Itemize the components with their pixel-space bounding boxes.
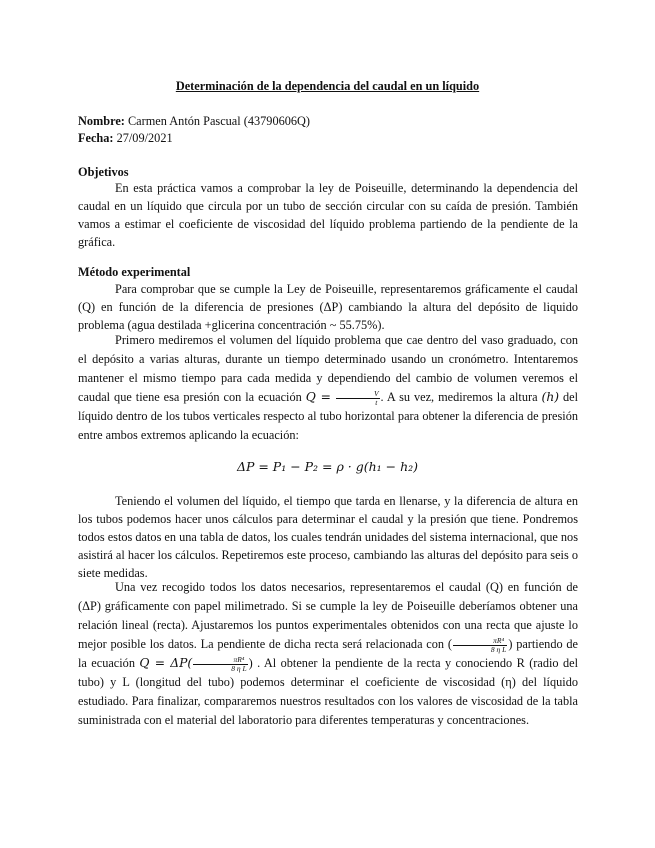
volume-time-fraction	[336, 390, 380, 407]
fraction-numerator: V	[336, 390, 380, 399]
poiseuille-fraction	[453, 637, 507, 654]
poiseuille-fraction-2	[193, 656, 247, 673]
paragraph-4-text-b: partiendo de la ecuación	[78, 637, 578, 670]
fraction-denominator: t	[375, 397, 378, 407]
objetivos-heading: Objetivos	[78, 165, 129, 179]
poiseuille-equation-lhs: Q = ΔP(	[139, 656, 193, 670]
date-line	[78, 129, 578, 147]
paragraph-2-text-a: Primero mediremos el volumen del líquido problema que cae dentro del vaso graduado, con el depósito a varias alturas, durante un tiempo determinado usando un cronómetro. Intentaremos mantener el mismo tiempo para cada medida y dependiendo del cambio de volumen veremos el caudal que tiene esa presión con la ecuación	[78, 333, 578, 404]
date-value: 27/09/2021	[116, 131, 173, 145]
poiseuille-denominator-2: 8 η L	[231, 663, 247, 673]
objetivos-paragraph: En esta práctica vamos a comprobar la ley de Poiseuille, determinando la dependencia del caudal en un líquido que circula por un tubo de sección circular con su caída de presión. También vamos a estimar el coeficiente de viscosidad del líquido problema partiendo de la pendiente de la gráfica.	[78, 181, 578, 249]
metodo-paragraph-1: Para comprobar que se cumple la Ley de Poiseuille, representaremos gráficamente el caudal (Q) en función de la diferencia de presiones (ΔP) cambiando la altura del depósito de liquido problema (agua destilada +glicerina concentración ~ 55.75%).	[78, 282, 578, 332]
author-line	[78, 112, 578, 130]
document-title: Determinación de la dependencia del caudal en un líquido	[175, 79, 480, 93]
paragraph-4-text-c: . Al obtener la pendiente de la recta y conociendo R (radio del tubo) y L (longitud del tubo) podemos determinar el coeficiente de viscosidad (η) del líquido estudiado. Para finalizar, compararemos nuestros resultados con los valores de viscosidad de la tabla suministrada con el material del laboratorio para diferentes temperaturas y concentraciones.	[78, 656, 578, 727]
caudal-formula-lhs: Q =	[305, 390, 331, 404]
poiseuille-numerator: πR⁴	[453, 637, 507, 646]
name-value: Carmen Antón Pascual (43790606Q)	[127, 114, 311, 128]
height-symbol: (h)	[541, 390, 560, 404]
paragraph-4-text-a: Una vez recogido todos los datos necesarios, representaremos el caudal (Q) en función de (ΔP) gráficamente con papel milimetrado. Si se cumple la ley de Poiseuille deberíamos obtener una relación lineal (recta). Ajustaremos los puntos experimentales obtenidos con una recta que ajuste lo mejor posible los datos. La pendiente de dicha recta será relacionada con	[78, 580, 578, 651]
paragraph-2-text-b: . A su vez, mediremos la altura	[380, 390, 538, 404]
date-label: Fecha:	[78, 131, 114, 145]
metodo-paragraph-2	[78, 331, 578, 445]
metodo-heading: Método experimental	[78, 265, 191, 279]
poiseuille-denominator: 8 η L	[490, 644, 507, 654]
poiseuille-numerator-2: πR⁴	[193, 656, 247, 665]
paragraph-2-text-c: del líquido dentro de los tubos verticales respecto al tubo horizontal para obtener la diferencia de presión entre ambos extremos aplicando la ecuación:	[78, 390, 579, 442]
pressure-equation: ΔP = P₁ − P₂ = ρ · g(h₁ − h₂)	[236, 459, 419, 474]
metodo-paragraph-4: Una vez recogido todos los datos necesarios, representaremos el caudal (Q) en función de (ΔP) gráficamente con papel milimetrado. Si se cumple la ley de Poiseuille deberíamos obtener una relación lineal (recta). Ajustaremos los puntos experimentales obtenidos con una recta que ajuste lo mejor posible los datos. La pendiente de dicha recta será relacionada con ( $\frac{\text{πR⁴}}{\text{8 η L}}$ ) partiendo de la ecuación Q = ΔP( $\frac{\text{πR⁴}}{\text{8 η L}}$ ) . Al obtener la pendiente de la recta y conociendo R (radio del tubo) y L (longitud del tubo) podemos determinar el coeficiente de viscosidad (η) del líquido estudiado. Para finalizar, compararemos nuestros resultados con los valores de viscosidad de la tabla suministrada con el material del laboratorio para diferentes temperaturas y concentraciones.	[78, 580, 578, 727]
name-label: Nombre:	[78, 114, 125, 128]
metodo-paragraph-3: Teniendo el volumen del líquido, el tiempo que tarda en llenarse, y la diferencia de altura en los tubos podemos hacer unos cálculos para determinar el caudal y la presión que tiene. Pondremos todos estos datos en una tabla de datos, los cuales tendrán unidades del sistema internacional, que nos asistirá al hacer los cálculos. Repetiremos este proceso, cambiando las alturas del depósito para seis o siete medidas.	[78, 494, 578, 580]
